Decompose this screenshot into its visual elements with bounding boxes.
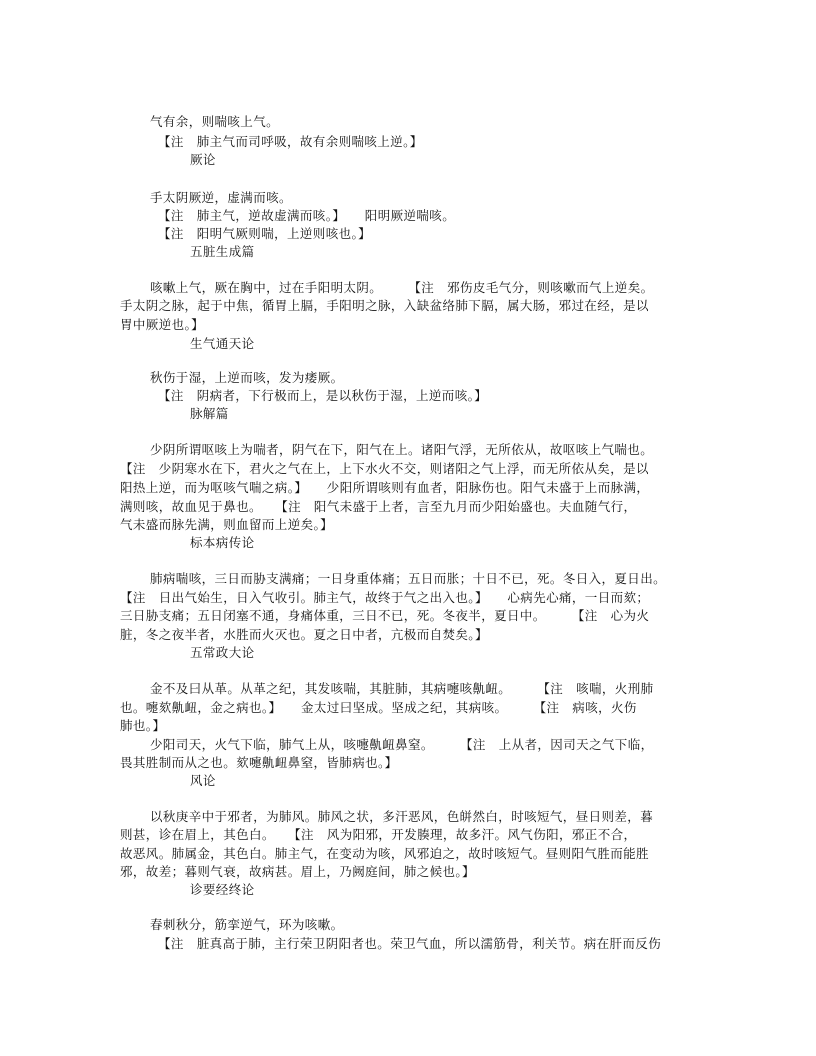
section-title: 生气通天论: [190, 336, 255, 351]
text-line: 脏，冬之夜半者，水胜而火灭也。夏之日中者，亢极而自焚矣。】: [120, 627, 488, 642]
section-title: 诊要经终论: [190, 882, 255, 897]
text-line: 手太阴之脉，起于中焦，循胃上膈，手阳明之脉，入缺盆络肺下膈，属大肠，邪过在经，是以: [120, 298, 649, 313]
section-title: 标本病传论: [190, 535, 255, 550]
text-line: 气未盛而脉先满，则血留而上逆矣。】: [120, 517, 334, 532]
commentary-line: 【注 脏真高于肺，主行荣卫阴阳者也。荣卫气血，所以濡筋骨，利关节。病在肝而反伤: [158, 936, 662, 951]
commentary-line: 【注 阳明气厥则喘，上逆则咳也。】: [158, 226, 372, 241]
commentary-line: 【注 肺主气，逆故虚满而咳。】 阳明厥逆喘咳。: [158, 208, 456, 223]
text-line: 也。嚏欬鼽衄，金之病也。】 金太过曰坚成。坚成之纪，其病咳。 【注 病咳，火伤: [120, 700, 637, 715]
section-title: 五常政大论: [190, 645, 255, 660]
text-line: 则甚，诊在眉上，其色白。 【注 风为阳邪，开发腠理，故多汗。风气伤阳，邪正不合，: [120, 827, 637, 842]
text-line: 肺病喘咳，三日而胁支满痛；一日身重体痛；五日而胀；十日不已，死。冬日入，夏日出。: [150, 571, 667, 586]
section-title: 五脏生成篇: [190, 244, 255, 259]
text-line: 以秋庚辛中于邪者，为肺风。肺风之状，多汗恶风，色皏然白，时咳短气，昼日则差，暮: [150, 809, 654, 824]
section-title: 厥论: [190, 152, 216, 167]
text-line: 咳嗽上气，厥在胸中，过在手阳明太阴。 【注 邪伤皮毛气分，则咳嗽而气上逆矣。: [150, 280, 654, 295]
text-line: 故恶风。肺属金，其色白。肺主气，在变动为咳，风邪迫之，故时咳短气。昼则阳气胜而能胜: [120, 846, 649, 861]
section-title: 脉解篇: [190, 406, 229, 421]
text-line: 肺也。】: [120, 718, 166, 733]
commentary-line: 【注 肺主气而司呼吸，故有余则喘咳上逆。】: [158, 134, 423, 149]
text-line: 秋伤于湿，上逆而咳，发为痿厥。: [150, 370, 344, 385]
text-line: 三日胁支痛；五日闭塞不通，身痛体重，三日不已，死。冬夜半，夏日中。 【注 心为火: [120, 608, 650, 623]
text-line: 胃中厥逆也。】: [120, 317, 205, 332]
text-line: 满则咳，故血见于鼻也。 【注 阳气未盛于上者，言至九月而少阳始盛也。夫血随气行，: [120, 499, 637, 514]
text-line: 畏其胜制而从之也。欬嚏鼽衄鼻窒，皆肺病也。】: [120, 755, 398, 770]
text-line: 气有余，则喘咳上气。: [150, 114, 280, 129]
text-line: 【注 日出气始生，日入气收引。肺主气，故终于气之出入也。】 心病先心痛，一日而欬；: [120, 590, 650, 605]
commentary-line: 【注 阴病者，下行极而上，是以秋伤于湿，上逆而咳。】: [158, 388, 488, 403]
text-line: 春刺秋分，筋挛逆气，环为咳嗽。: [150, 917, 344, 932]
text-line: 少阴所谓呕咳上为喘者，阴气在下，阳气在上。诸阳气浮，无所依从，故呕咳上气喘也。: [150, 442, 654, 457]
text-line: 手太阴厥逆，虚满而咳。: [150, 190, 292, 205]
text-line: 邪，故差；暮则气衰，故病甚。眉上，乃阙庭间，肺之候也。】: [120, 864, 475, 879]
text-line: 少阳司天，火气下临，肺气上从，咳嚏鼽衄鼻窒。 【注 上从者，因司天之气下临，: [150, 737, 654, 752]
text-line: 金不及曰从革。从革之纪，其发咳喘，其脏肺，其病嚏咳鼽衄。 【注 咳喘，火刑肺: [150, 681, 654, 696]
text-line: 阳热上逆，而为呕咳气喘之病。】 少阳所谓咳则有血者，阳脉伤也。阳气未盛于上而脉满，: [120, 480, 650, 495]
text-line: 【注 少阴寒水在下，君火之气在上，上下水火不交，则诸阳之气上浮，而无所依从矣，是以: [120, 461, 649, 476]
section-title: 风论: [190, 773, 216, 788]
